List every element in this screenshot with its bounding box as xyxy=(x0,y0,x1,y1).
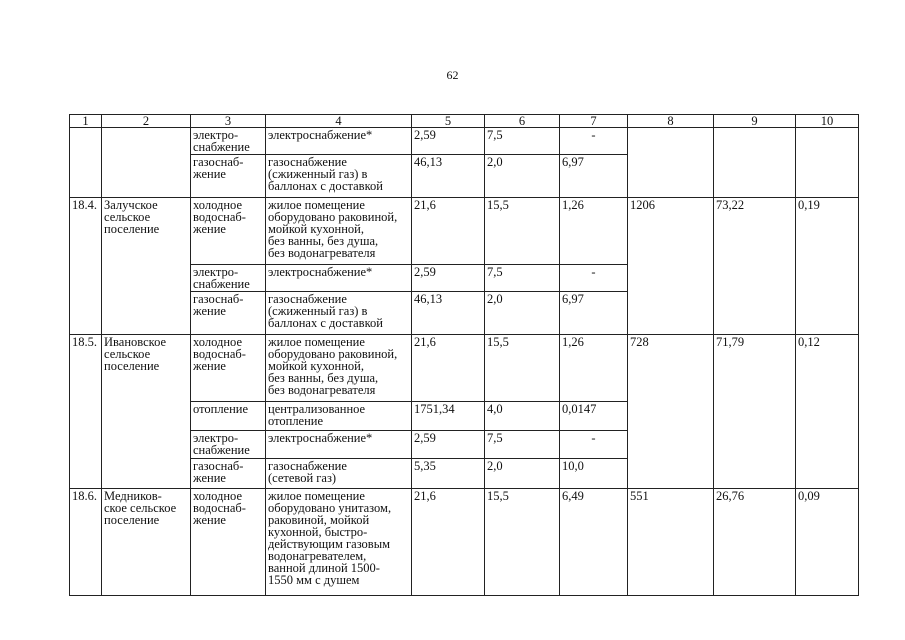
settlement-name-cell xyxy=(102,128,191,198)
col5-value: 21,6 xyxy=(412,198,485,265)
col7-value: 6,97 xyxy=(560,155,628,198)
settlement-name-cell: Залучское сельское поселение xyxy=(102,198,191,335)
table-row xyxy=(70,489,859,596)
utility-type-cell: газоснаб- жение xyxy=(191,292,266,335)
col9-value: 71,79 xyxy=(714,335,796,489)
col6-value: 15,5 xyxy=(485,335,560,402)
col7-value: 0,0147 xyxy=(560,402,628,431)
col6-value: 7,5 xyxy=(485,431,560,459)
description-cell: газоснабжение (сетевой газ) xyxy=(266,459,412,489)
col5-value: 5,35 xyxy=(412,459,485,489)
settlement-name-cell: Медников- ское сельское поселение xyxy=(102,489,191,596)
header-row xyxy=(70,115,859,128)
col6-value: 7,5 xyxy=(485,128,560,155)
utility-type-cell: отопление xyxy=(191,402,266,431)
description-cell: централизованное отопление xyxy=(266,402,412,431)
utility-type-cell: газоснаб- жение xyxy=(191,459,266,489)
header-cell: 8 xyxy=(628,115,714,128)
col6-value: 4,0 xyxy=(485,402,560,431)
col7-value: - xyxy=(560,431,628,459)
description-cell: электроснабжение* xyxy=(266,265,412,292)
utility-type-cell: холодное водоснаб- жение xyxy=(191,489,266,596)
page-number: 62 xyxy=(446,68,459,82)
col9-value xyxy=(714,128,796,198)
entry-number-cell: 18.5. xyxy=(70,335,102,489)
col6-value: 15,5 xyxy=(485,489,560,596)
header-cell: 7 xyxy=(560,115,628,128)
description-cell: электроснабжение* xyxy=(266,128,412,155)
utility-type-cell: газоснаб- жение xyxy=(191,155,266,198)
col5-value: 2,59 xyxy=(412,431,485,459)
utility-type-cell: электро- снабжение xyxy=(191,431,266,459)
col7-value: 6,49 xyxy=(560,489,628,596)
description-cell: жилое помещение оборудовано раковиной, мойкой кухонной, без ванны, без душа, без водонагревателя xyxy=(266,335,412,402)
col8-value: 728 xyxy=(628,335,714,489)
utility-type-cell: холодное водоснаб- жение xyxy=(191,198,266,265)
col5-value: 2,59 xyxy=(412,128,485,155)
description-cell: газоснабжение (сжиженный газ) в баллонах с доставкой xyxy=(266,292,412,335)
header-cell: 2 xyxy=(102,115,191,128)
col6-value: 15,5 xyxy=(485,198,560,265)
utility-type-cell: электро- снабжение xyxy=(191,128,266,155)
col7-value: 6,97 xyxy=(560,292,628,335)
col6-value: 2,0 xyxy=(485,292,560,335)
utility-type-cell: холодное водоснаб- жение xyxy=(191,335,266,402)
header-cell: 4 xyxy=(266,115,412,128)
table-row xyxy=(70,335,859,402)
entry-number-cell xyxy=(70,128,102,198)
table-row xyxy=(70,128,859,155)
header-cell: 10 xyxy=(796,115,859,128)
header-cell: 3 xyxy=(191,115,266,128)
col8-value: 551 xyxy=(628,489,714,596)
description-cell: жилое помещение оборудовано унитазом, раковиной, мойкой кухонной, быстро- действующим газовым водонагревателем, ванной длиной 1500- 1550 мм с душем xyxy=(266,489,412,596)
col6-value: 7,5 xyxy=(485,265,560,292)
utility-type-cell: электро- снабжение xyxy=(191,265,266,292)
col6-value: 2,0 xyxy=(485,459,560,489)
col10-value: 0,19 xyxy=(796,198,859,335)
col7-value: 1,26 xyxy=(560,198,628,265)
header-cell: 6 xyxy=(485,115,560,128)
tariff-table xyxy=(69,114,859,596)
header-cell: 9 xyxy=(714,115,796,128)
col5-value: 1751,34 xyxy=(412,402,485,431)
entry-number-cell: 18.4. xyxy=(70,198,102,335)
col5-value: 21,6 xyxy=(412,489,485,596)
col9-value: 73,22 xyxy=(714,198,796,335)
description-cell: жилое помещение оборудовано раковиной, мойкой кухонной, без ванны, без душа, без водонагревателя xyxy=(266,198,412,265)
col8-value xyxy=(628,128,714,198)
col10-value xyxy=(796,128,859,198)
header-cell: 1 xyxy=(70,115,102,128)
col7-value: 10,0 xyxy=(560,459,628,489)
col8-value: 1206 xyxy=(628,198,714,335)
col6-value: 2,0 xyxy=(485,155,560,198)
col7-value: - xyxy=(560,265,628,292)
col9-value: 26,76 xyxy=(714,489,796,596)
col7-value: - xyxy=(560,128,628,155)
col5-value: 46,13 xyxy=(412,155,485,198)
col10-value: 0,12 xyxy=(796,335,859,489)
col5-value: 21,6 xyxy=(412,335,485,402)
description-cell: газоснабжение (сжиженный газ) в баллонах с доставкой xyxy=(266,155,412,198)
settlement-name-cell: Ивановское сельское поселение xyxy=(102,335,191,489)
col5-value: 46,13 xyxy=(412,292,485,335)
description-cell: электроснабжение* xyxy=(266,431,412,459)
col7-value: 1,26 xyxy=(560,335,628,402)
col10-value: 0,09 xyxy=(796,489,859,596)
entry-number-cell: 18.6. xyxy=(70,489,102,596)
header-cell: 5 xyxy=(412,115,485,128)
col5-value: 2,59 xyxy=(412,265,485,292)
table-row xyxy=(70,198,859,265)
